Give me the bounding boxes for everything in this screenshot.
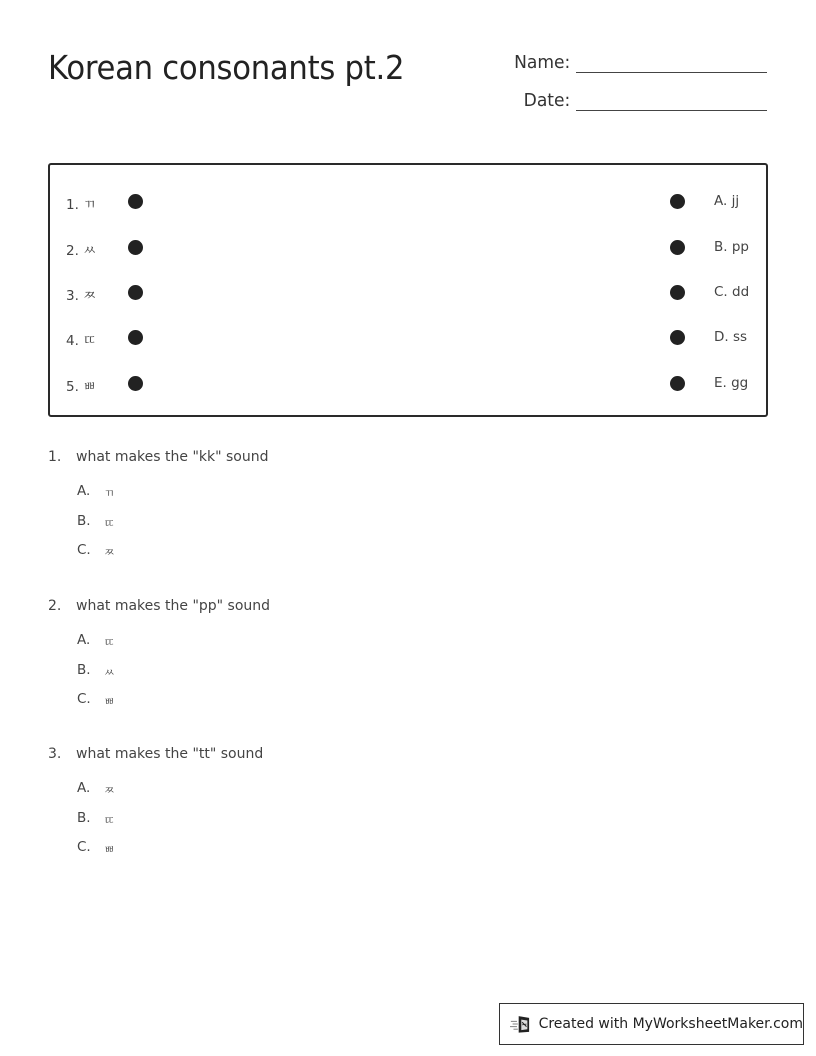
answer-option[interactable]: [77, 691, 748, 721]
left-item-label: 2. ㅆ: [66, 242, 97, 259]
date-label: Date:: [523, 90, 571, 111]
option-value: ㄸ: [104, 813, 115, 827]
option-letter: B.: [77, 512, 91, 529]
right-item-label: C. dd: [714, 284, 750, 300]
question-3: [48, 746, 748, 869]
left-connector-dot-icon[interactable]: [128, 194, 143, 209]
left-connector-dot-icon[interactable]: [128, 240, 143, 255]
right-item-label: B. pp: [714, 238, 749, 255]
right-connector-dot-icon[interactable]: [670, 376, 685, 391]
option-value: ㅃ: [104, 695, 115, 709]
right-connector-dot-icon[interactable]: [670, 285, 685, 300]
right-connector-dot-icon[interactable]: [670, 330, 685, 345]
name-input-line[interactable]: [576, 52, 767, 73]
option-letter: A.: [77, 632, 91, 648]
option-letter: B.: [77, 809, 91, 826]
left-connector-dot-icon[interactable]: [128, 376, 143, 391]
footer-credit-text: Created with MyWorksheetMaker.com: [538, 1016, 803, 1032]
left-item-label: 4. ㄸ: [66, 333, 97, 349]
option-letter: C.: [77, 542, 91, 559]
match-row: [50, 190, 766, 214]
question-number: 2.: [48, 598, 62, 614]
right-item-label: E. gg: [714, 374, 749, 391]
question-number: 1.: [48, 449, 62, 465]
option-value: ㅆ: [104, 665, 115, 679]
left-item-label: 5. ㅃ: [66, 378, 97, 395]
right-connector-dot-icon[interactable]: [670, 194, 685, 209]
right-connector-dot-icon[interactable]: [670, 240, 685, 255]
right-item-label: A. jj: [714, 193, 740, 209]
answer-option[interactable]: [77, 839, 748, 869]
left-connector-dot-icon[interactable]: [128, 330, 143, 345]
date-input-line[interactable]: [576, 90, 767, 111]
left-item-label: 3. ㅉ: [66, 288, 97, 304]
answer-option[interactable]: [77, 513, 748, 543]
match-row: [50, 281, 766, 305]
answer-option[interactable]: [77, 542, 748, 572]
question-2: [48, 598, 748, 721]
question-1: [48, 449, 748, 572]
worksheet-maker-logo-icon: [510, 1013, 533, 1035]
option-letter: C.: [77, 839, 91, 856]
date-field: [490, 90, 767, 111]
footer-credit-badge[interactable]: [499, 1003, 804, 1045]
question-text: what makes the "pp" sound: [76, 598, 271, 614]
left-item-label: 1. ㄲ: [66, 197, 97, 213]
option-value: ㅉ: [104, 546, 115, 560]
match-row: [50, 326, 766, 350]
page-title: Korean consonants pt.2: [48, 48, 405, 87]
answer-option[interactable]: [77, 662, 748, 692]
option-value: ㄸ: [104, 636, 115, 649]
option-value: ㅃ: [104, 843, 115, 857]
match-row: [50, 372, 766, 396]
matching-section: [48, 163, 768, 417]
name-field: [490, 52, 767, 73]
answer-option[interactable]: [77, 780, 748, 810]
right-item-label: D. ss: [714, 329, 748, 345]
answer-option[interactable]: [77, 810, 748, 840]
option-letter: B.: [77, 661, 91, 678]
question-text: what makes the "tt" sound: [76, 746, 264, 762]
answer-option[interactable]: [77, 483, 748, 513]
option-value: ㅉ: [104, 784, 115, 797]
answer-option[interactable]: [77, 632, 748, 662]
question-number: 3.: [48, 746, 62, 762]
option-value: ㄸ: [104, 516, 115, 530]
left-connector-dot-icon[interactable]: [128, 285, 143, 300]
option-value: ㄲ: [104, 487, 115, 500]
name-label: Name:: [514, 52, 571, 73]
match-row: [50, 236, 766, 260]
option-letter: A.: [77, 483, 91, 499]
option-letter: A.: [77, 780, 91, 796]
question-text: what makes the "kk" sound: [76, 449, 269, 465]
option-letter: C.: [77, 691, 91, 708]
